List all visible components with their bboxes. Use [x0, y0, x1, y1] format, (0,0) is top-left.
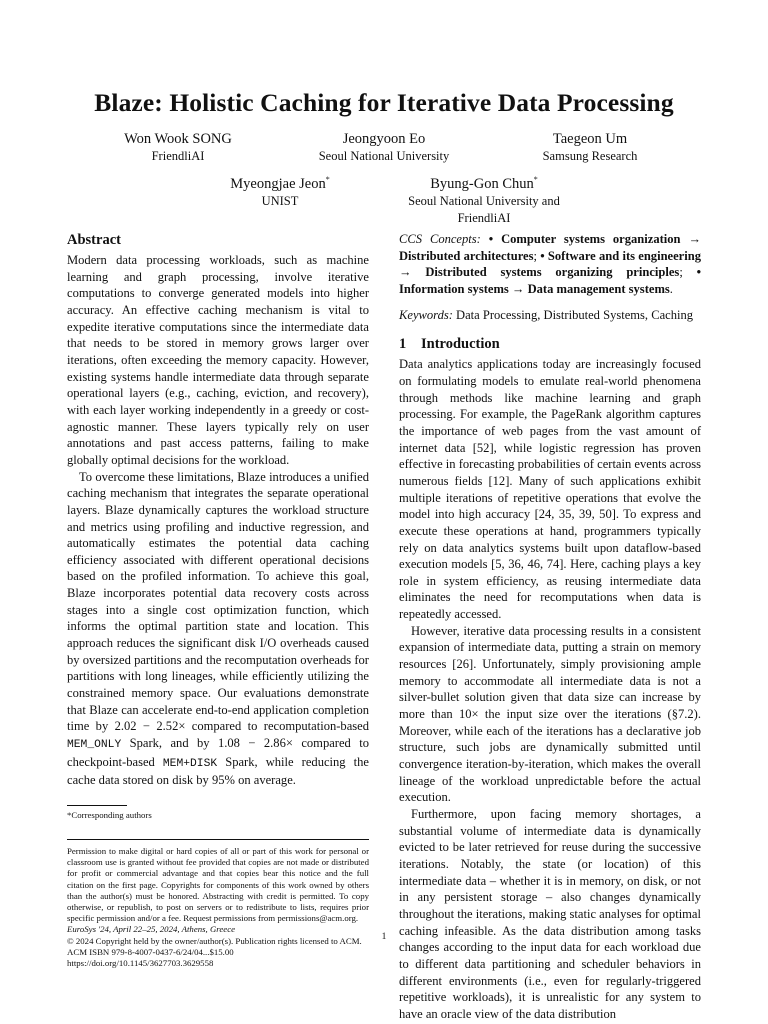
ccs-concepts: CCS Concepts: • Computer systems organization → Distributed architectures; • Software and its engineering → Distributed systems organizing principles; • Information systems → Data management systems. — [399, 232, 701, 296]
abstract-paragraph-2: To overcome these limitations, Blaze introduces a unified caching mechanism that integrates the separate operational layers. Blaze dynamically captures the workload structure and metrics using profiling and inductive regression, and automatically estimates the potential data caching efficiency associated with different operational decisions based on the profiled information. To achieve this goal, Blaze incorporates potential data recovery costs across stages into a single cost optimization function, which informs the optimal partition state and location. This approach reduces the significant disk I/O overheads caused by oversized partitions and the recomputation overheads for partitions with long lineages, while efficiently utilizing the constrained memory space. Our evaluations demonstrate that Blaze can accelerate end-to-end application completion time by 2.02 − 2.52× compared to recomputation-based MEM_ONLY Spark, and by 1.08 − 2.86× compared to checkpoint-based MEM+DISK Spark, while reducing the cache data stored on disk by 95% on average. — [67, 469, 369, 788]
author-2 — [294, 131, 474, 165]
author-name: Jeongyoon Eo — [342, 131, 426, 147]
author-name: Byung-Gon Chun — [430, 176, 534, 192]
author-affiliation: Seoul National University — [318, 149, 450, 163]
author-name: Won Wook SONG — [124, 131, 232, 147]
author-1 — [103, 131, 253, 165]
left-column — [67, 231, 369, 969]
permission-notice: Permission to make digital or hard copies of all or part of this work for personal or classroom use is granted without fee provided that copies are not made or distributed for profit or commercial advantage and that copies bear this notice and the full citation on the first page. Copyrights for components of this work owned by others than the author(s) must be honored. Abstracting with credit is permitted. To copy otherwise, or republish, to post on servers or to redistribute to lists, requires prior specific permission and/or a fee. Request permissions from permissions@acm.org. — [67, 846, 369, 924]
author-name: Taegeon Um — [552, 131, 628, 147]
author-5 — [394, 176, 574, 227]
isbn: ACM ISBN 979-8-4007-0437-6/24/04...$15.00 — [67, 946, 234, 957]
corresponding-mark: * — [533, 175, 538, 185]
keywords: Keywords: Data Processing, Distributed Systems, Caching — [399, 307, 694, 322]
right-column — [399, 231, 701, 1023]
author-affiliation: UNIST — [261, 194, 299, 208]
author-affiliation: Samsung Research — [542, 149, 638, 163]
code-mem-only: MEM_ONLY — [67, 739, 122, 752]
author-affiliation: Seoul National University and — [408, 194, 560, 208]
introduction-heading: 1 Introduction — [399, 336, 500, 353]
author-affiliation: FriendliAI — [457, 211, 511, 225]
conference-info: EuroSys '24, April 22–25, 2024, Athens, Greece — [67, 924, 236, 935]
corresponding-authors-footnote: *Corresponding authors — [67, 810, 152, 820]
doi-link[interactable]: https://doi.org/10.1145/3627703.3629558 — [67, 958, 214, 969]
footnote-divider — [67, 805, 127, 806]
permission-divider — [67, 839, 369, 840]
abstract-paragraph-1: Modern data processing workloads, such as machine learning and graph processing, involve iterative computations to converge generated models into higher accuracy. An effective caching mechanism is vital to expedite iterative computations since the intermediate data that needs to be stored in memory grows larger over iterations, often exceeding the memory capacity. However, existing systems handle intermediate data through separate operational layers (e.g., caching, eviction, and recovery), with each layer working independently in a greedy or cost-agnostic manner. These layers typically rely on user annotations and past access patterns, failing to make globally optimal decisions for the workload. — [67, 253, 369, 467]
author-3 — [515, 131, 665, 165]
code-mem-disk: MEM+DISK — [162, 757, 218, 770]
copyright-notice: © 2024 Copyright held by the owner/author(s). Publication rights licensed to ACM. — [67, 935, 362, 946]
author-affiliation: FriendliAI — [151, 149, 205, 163]
section-number: 1 — [399, 336, 407, 353]
corresponding-mark: * — [325, 175, 330, 185]
page-number: 1 — [381, 932, 387, 942]
intro-paragraph-3: Furthermore, upon facing memory shortages, a substantial volume of intermediate data is dynamically evicted to be later retrieved for reuse during the successive iterations. Notably, the state (or location) of this intermediate data – whether it is in memory, on disk, or not in any persistent storage – also changes dynamically throughout the iterations, making static analyses for optimal caching infeasible. As the data distribution among tasks changes according to the input data for each workload due to different data partitioning and scheduler behaviors in different environments (i.e., even for regularly-triggered repetitive workloads), it is unrealistic for any system to have an oracle view of the data distribution — [399, 807, 701, 1021]
intro-paragraph-2: However, iterative data processing results in a consistent expansion of intermediate data, putting a strain on memory resources [26]. Unfortunately, simply provisioning ample memory to accommodate all intermediate data is not a silver-bullet solution given that data size can increase by more than 10× the input size over the iterations (§7.2). Moreover, while each of the iterations has a declarative job structure, such jobs are dynamically submitted until convergence iteration-by-iteration, which makes the overall lineage of the workload unpredictable before the actual execution. — [399, 623, 701, 805]
author-name: Myeongjae Jeon — [230, 176, 326, 192]
abstract-heading: Abstract — [67, 232, 121, 248]
author-4 — [205, 176, 355, 210]
paper-title: Blaze: Holistic Caching for Iterative Data Processing — [94, 88, 674, 117]
intro-paragraph-1: Data analytics applications today are increasingly focused on formulating models to emulate real-world phenomena through methods like machine learning and graph processing. For example, the PageRank algorithm captures the importance of web pages from the vast amount of internet data [52], while logistic regression has proven effective in forecasting probabilities of certain events across numerous fields [12]. Many of such applications exhibit multiple iterations of repetitive operations that evolve the model into high accuracy [24, 35, 39, 50]. To express and execute these operations at hand, programmers typically rely on data analytics systems built upon dataflow-based execution models [5, 36, 46, 74]. Here, caching plays a key role in system efficiency, as reusing intermediate data eliminates the need for recomputations when data is repeatedly accessed. — [399, 357, 701, 622]
